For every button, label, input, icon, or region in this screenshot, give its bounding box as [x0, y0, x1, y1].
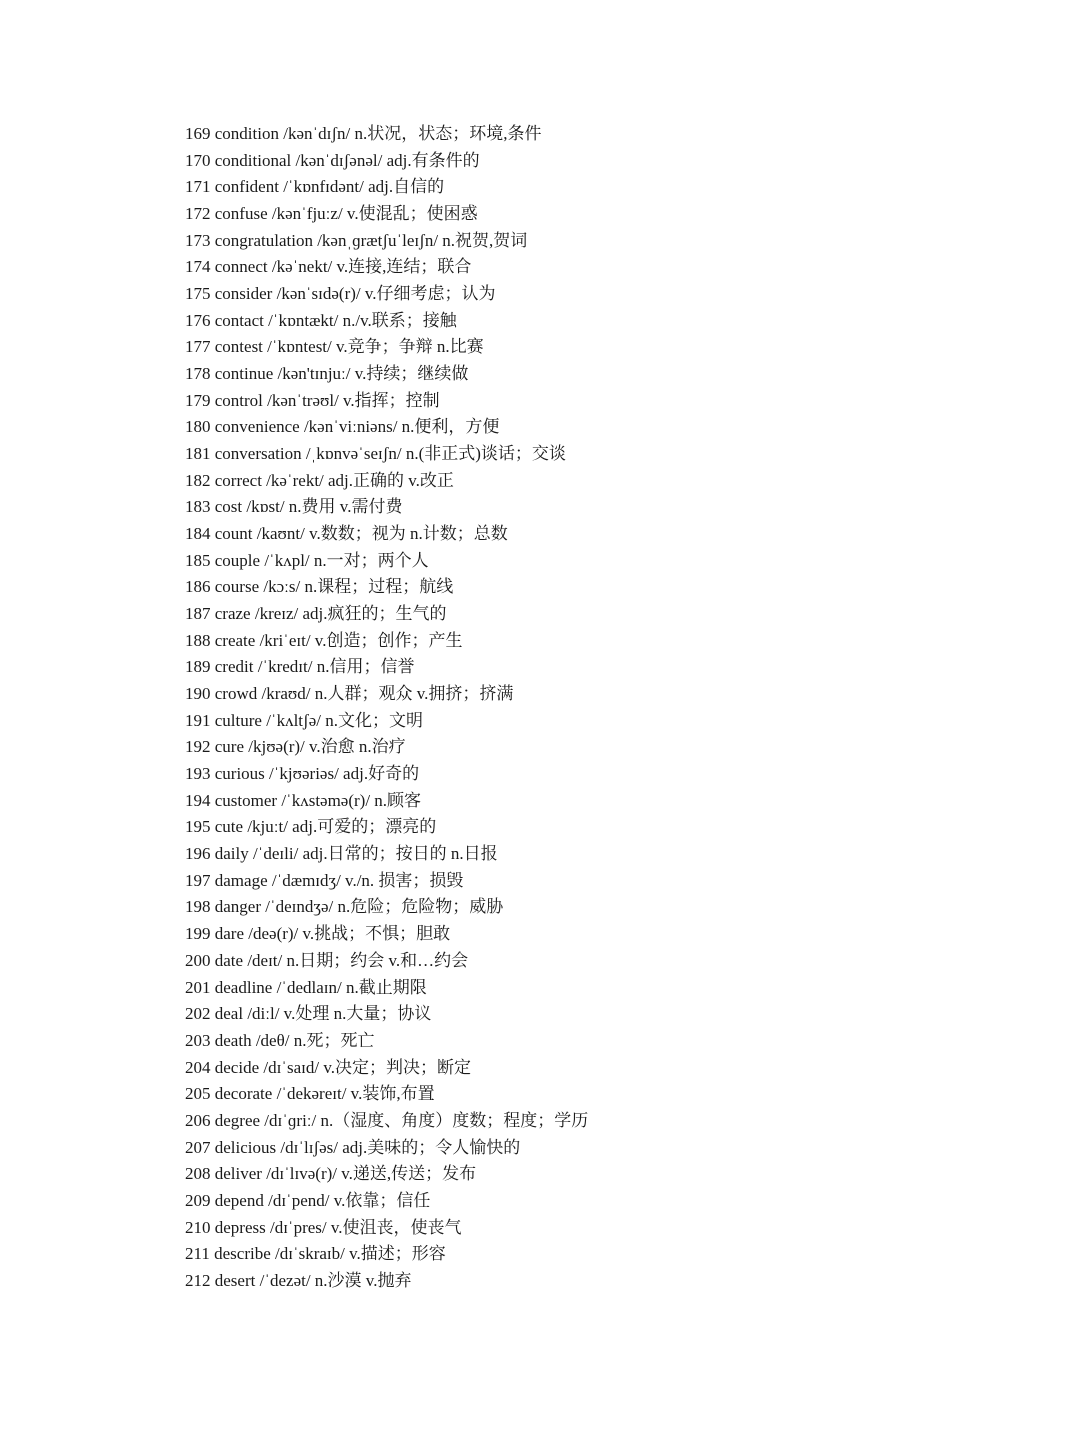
vocab-entry-187: 187 craze /kreɪz/ adj.疯狂的；生气的 [185, 604, 447, 624]
vocab-entry-172: 172 confuse /kənˈfjuːz/ v.使混乱；使困惑 [185, 204, 478, 224]
vocab-entry-199: 199 dare /deə(r)/ v.挑战；不惧；胆敢 [185, 924, 451, 944]
vocab-entry-177: 177 contest /ˈkɒntest/ v.竞争；争辩 n.比赛 [185, 337, 484, 357]
vocab-entry-200: 200 date /deɪt/ n.日期；约会 v.和…约会 [185, 950, 469, 970]
vocab-entry-180: 180 convenience /kənˈviːniəns/ n.便利，方便 [185, 417, 500, 437]
vocab-entry-196: 196 daily /ˈdeɪli/ adj.日常的；按日的 n.日报 [185, 844, 498, 864]
vocab-entry-193: 193 curious /ˈkjʊəriəs/ adj.好奇的 [185, 764, 420, 784]
vocab-entry-203: 203 death /deθ/ n.死；死亡 [185, 1030, 375, 1050]
vocab-entry-210: 210 depress /dɪˈpres/ v.使沮丧，使丧气 [185, 1217, 462, 1237]
vocab-entry-192: 192 cure /kjʊə(r)/ v.治愈 n.治疗 [185, 737, 406, 757]
vocab-entry-173: 173 congratulation /kənˌɡrætʃuˈleɪʃn/ n.祝贺,贺词 [185, 230, 528, 250]
vocabulary-list [185, 121, 588, 1295]
vocab-entry-206: 206 degree /dɪˈɡriː/ n.（湿度、角度）度数；程度；学历 [185, 1110, 589, 1130]
vocab-entry-204: 204 decide /dɪˈsaɪd/ v.决定；判决；断定 [185, 1057, 471, 1077]
vocab-entry-198: 198 danger /ˈdeɪndʒə/ n.危险；危险物；威胁 [185, 897, 504, 917]
vocab-entry-212: 212 desert /ˈdezət/ n.沙漠 v.抛弃 [185, 1270, 412, 1290]
vocab-entry-190: 190 crowd /kraʊd/ n.人群；观众 v.拥挤；挤满 [185, 684, 514, 704]
vocab-entry-201: 201 deadline /ˈdedlaɪn/ n.截止期限 [185, 977, 427, 997]
vocab-entry-181: 181 conversation /ˌkɒnvəˈseɪʃn/ n.(非正式)谈话；交谈 [185, 444, 566, 464]
vocab-entry-191: 191 culture /ˈkʌltʃə/ n.文化；文明 [185, 710, 423, 730]
vocab-entry-189: 189 credit /ˈkredɪt/ n.信用；信誉 [185, 657, 415, 677]
vocab-entry-208: 208 deliver /dɪˈlɪvə(r)/ v.递送,传送；发布 [185, 1164, 477, 1184]
vocab-entry-179: 179 control /kənˈtrəʊl/ v.指挥；控制 [185, 390, 440, 410]
vocab-entry-182: 182 correct /kəˈrekt/ adj.正确的 v.改正 [185, 470, 454, 490]
vocab-entry-211: 211 describe /dɪˈskraɪb/ v.描述；形容 [185, 1244, 446, 1264]
vocab-entry-188: 188 create /kriˈeɪt/ v.创造；创作；产生 [185, 630, 463, 650]
vocab-entry-170: 170 conditional /kənˈdɪʃənəl/ adj.有条件的 [185, 150, 480, 170]
vocab-entry-205: 205 decorate /ˈdekəreɪt/ v.装饰,布置 [185, 1084, 435, 1104]
vocab-entry-186: 186 course /kɔːs/ n.课程；过程；航线 [185, 577, 454, 597]
vocab-entry-207: 207 delicious /dɪˈlɪʃəs/ adj.美味的；令人愉快的 [185, 1137, 521, 1157]
vocab-entry-194: 194 customer /ˈkʌstəmə(r)/ n.顾客 [185, 790, 422, 810]
vocab-entry-195: 195 cute /kjuːt/ adj.可爱的；漂亮的 [185, 817, 437, 837]
vocab-entry-183: 183 cost /kɒst/ n.费用 v.需付费 [185, 497, 403, 517]
vocab-entry-176: 176 contact /ˈkɒntækt/ n./v.联系；接触 [185, 310, 457, 330]
vocab-entry-169: 169 condition /kənˈdɪʃn/ n.状况，状态；环境,条件 [185, 124, 542, 143]
vocab-entry-202: 202 deal /diːl/ v.处理 n.大量；协议 [185, 1004, 432, 1024]
vocab-entry-174: 174 connect /kəˈnekt/ v.连接,连结；联合 [185, 257, 472, 277]
vocab-entry-178: 178 continue /kən'tɪnjuː/ v.持续；继续做 [185, 364, 469, 384]
vocab-entry-175: 175 consider /kənˈsɪdə(r)/ v.仔细考虑；认为 [185, 284, 496, 304]
vocab-entry-209: 209 depend /dɪˈpend/ v.依靠；信任 [185, 1190, 431, 1210]
vocab-entry-197: 197 damage /ˈdæmɪdʒ/ v./n. 损害；损毁 [185, 870, 464, 890]
vocab-entry-184: 184 count /kaʊnt/ v.数数；视为 n.计数；总数 [185, 524, 508, 544]
vocab-entry-171: 171 confident /ˈkɒnfɪdənt/ adj.自信的 [185, 177, 445, 197]
vocab-entry-185: 185 couple /ˈkʌpl/ n.一对；两个人 [185, 550, 429, 570]
